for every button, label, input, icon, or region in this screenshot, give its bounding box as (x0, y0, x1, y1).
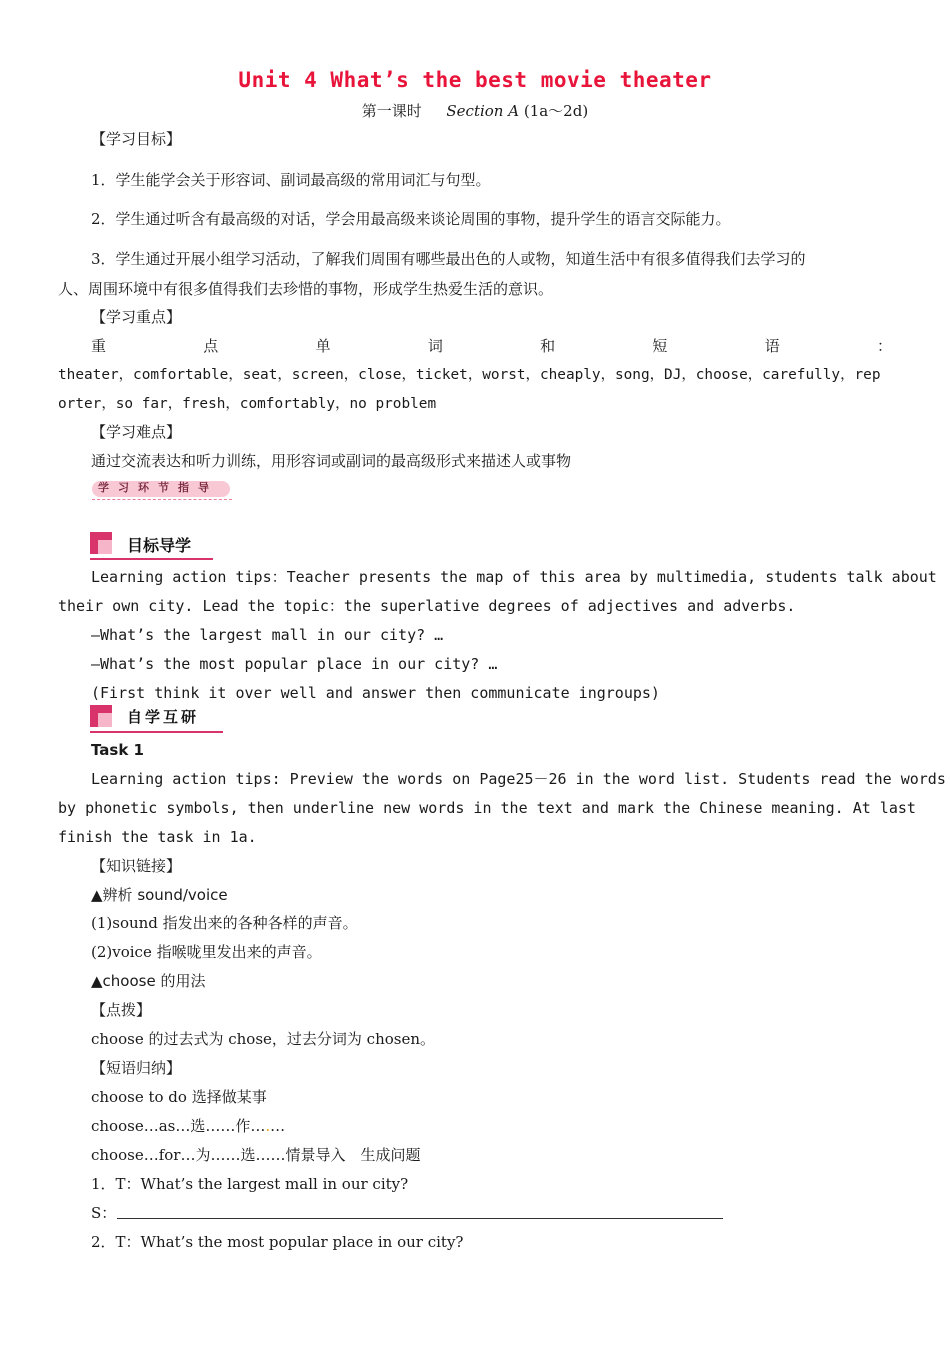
answer-blank-line[interactable] (117, 1218, 723, 1219)
task-label: Task 1 (91, 741, 144, 759)
lesson-subtitle (0, 100, 950, 121)
objective-3-line2: 人、周围环境中有很多值得我们去珍惜的事物，形成学生热爱生活的意识。 (58, 280, 554, 298)
section-title: 目标导学 (127, 536, 192, 555)
heading-char: 语 (764, 337, 780, 355)
badge-dashed-line (92, 499, 232, 500)
section-name: Section A (446, 102, 520, 120)
badge-text: 学习环节指导 (98, 481, 218, 494)
section1-tips-line2: their own city. Lead the topic：the superlative degrees of adjectives and adverbs. (58, 597, 796, 615)
phrase-2-main: choose…as…选……作 (91, 1117, 251, 1135)
section-header-goal-guidance (90, 532, 213, 560)
key-points-label: 【学习重点】 (91, 308, 182, 326)
section2-tips-line2: by phonetic symbols, then underline new words in the text and mark the Chinese meaning. At last (58, 799, 916, 817)
tip-text: choose 的过去式为 chose，过去分词为 chosen。 (91, 1030, 435, 1048)
section2-tips-line3: finish the task in 1a. (58, 828, 257, 846)
objective-2: 2．学生通过听含有最高级的对话，学会用最高级来谈论周围的事物，提升学生的语言交际能力。 (91, 210, 731, 228)
dialogue-t2: 2．T：What’s the most popular place in our city? (91, 1233, 464, 1251)
question-2: —What’s the most popular place in our city? … (91, 655, 498, 673)
difficulties-label: 【学习难点】 (91, 423, 182, 441)
analysis-point-2: (2)voice 指喉咙里发出来的声音。 (91, 943, 322, 961)
header-square-inner-icon (98, 713, 112, 727)
objective-1: 1．学生能学会关于形容词、副词最高级的常用词汇与句型。 (91, 171, 491, 189)
phrase-2-dot: . (265, 1117, 271, 1135)
objectives-label: 【学习目标】 (91, 130, 182, 148)
heading-char: ： (876, 337, 892, 355)
choose-usage: 的用法 (155, 972, 206, 990)
knowledge-link-label: 【知识链接】 (91, 857, 182, 875)
section2-tips-line1: Learning action tips: Preview the words on Page25－26 in the word list. Students read the words (91, 770, 946, 788)
analysis-point-1: (1)sound 指发出来的各种各样的声音。 (91, 914, 358, 932)
phrase-2-ellipsis: … (250, 1117, 266, 1135)
dialogue-t1: 1．T：What’s the largest mall in our city? (91, 1175, 409, 1193)
analysis-prefix: ▲辨析 (91, 886, 138, 904)
tip-label: 【点拨】 (91, 1001, 152, 1019)
heading-char: 词 (427, 337, 443, 355)
header-underline (90, 731, 223, 733)
heading-char: 和 (540, 337, 556, 355)
phrase-3: choose…for…为……选……情景导入 生成问题 (91, 1146, 421, 1164)
question-1: —What’s the largest mall in our city? … (91, 626, 444, 644)
vocab-line-2: orter，so far，fresh，comfortably，no problem (58, 396, 437, 412)
section-header-self-study (90, 705, 223, 733)
phrase-summary-label: 【短语归纳】 (91, 1059, 182, 1077)
difficulties-text: 通过交流表达和听力训练，用形容词或副词的最高级形式来描述人或事物 (91, 452, 572, 470)
vocab-line-1: theater，comfortable，seat，screen，close，ticket，worst，cheaply，song，DJ，choose，carefully，rep (58, 367, 881, 383)
phrase-1: choose to do 选择做某事 (91, 1088, 267, 1106)
section1-tips-line1: Learning action tips：Teacher presents the map of this area by multimedia, students talk about (91, 568, 937, 586)
unit-title: Unit 4 What’s the best movie theater (238, 68, 712, 92)
key-points-heading (91, 336, 892, 356)
dialogue-s-label: S： (91, 1204, 117, 1222)
phrase-2-ellipsis: … (270, 1117, 286, 1135)
heading-char: 点 (203, 337, 219, 355)
objective-3-line1: 3．学生通过开展小组学习活动，了解我们周围有哪些最出色的人或物，知道生活中有很多值得我们去学习的 (91, 250, 806, 268)
guide-badge (92, 478, 232, 500)
heading-char: 单 (315, 337, 331, 355)
phrase-2 (91, 1116, 892, 1136)
header-underline (90, 558, 213, 560)
choose-usage-heading (91, 971, 892, 991)
section-range: (1a～2d) (523, 102, 589, 120)
lesson-number: 第一课时 (361, 102, 422, 120)
heading-char: 短 (652, 337, 668, 355)
section-title: 自学互研 (127, 708, 200, 726)
analysis-words: sound/voice (137, 886, 228, 904)
heading-char: 重 (91, 337, 107, 355)
choose-word: ▲choose (91, 972, 156, 990)
header-square-inner-icon (98, 540, 112, 554)
section1-note: (First think it over well and answer then communicate ingroups) (91, 684, 660, 702)
analysis-heading (91, 885, 892, 905)
